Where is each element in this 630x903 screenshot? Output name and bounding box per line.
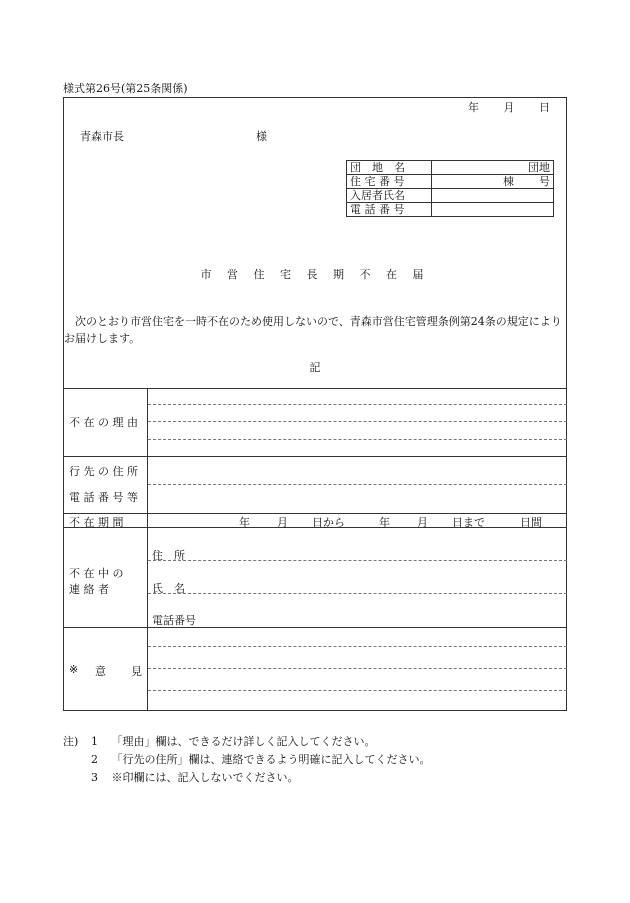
period-year-from: 年 (239, 516, 250, 529)
destination-label: 行 先 の 住 所 (69, 465, 138, 478)
contact-address-input[interactable] (148, 560, 567, 561)
body-text: 次のとおり市営住宅を一時不在のため使用しないので、青森市営住宅管理条例第24条の規定によりお届けします。 (64, 315, 562, 345)
contact-label-line1: 不 在 中 の (69, 567, 124, 580)
reason-input-line[interactable] (148, 421, 567, 422)
house-number-field[interactable] (432, 175, 554, 189)
reason-input-line[interactable] (148, 439, 567, 440)
note-number: 3 (91, 771, 98, 784)
number-unit: 号 (539, 175, 550, 188)
date-year: 年 (468, 101, 479, 114)
period-year-until: 年 (379, 516, 390, 529)
note-text: 「行先の住所」欄は、連絡できるよう明確に記入してください。 (111, 753, 431, 766)
opinion-input-line (148, 646, 567, 647)
notes-prefix: 注) (63, 735, 79, 748)
info-label: 団 地 名 (347, 161, 432, 175)
note-text: 「理由」欄は、できるだけ詳しく記入してください。 (111, 735, 376, 748)
opinion-input-line (148, 690, 567, 691)
contact-name-label: 氏 名 (152, 582, 185, 595)
notes-list (91, 733, 431, 787)
label-column-divider (147, 388, 148, 711)
contact-name-input[interactable] (148, 593, 567, 594)
table-top-line (63, 388, 567, 389)
contact-label-line2: 連 絡 者 (69, 583, 109, 596)
page-title: 市 営 住 宅 長 期 不 在 届 (200, 268, 430, 281)
addressee-honorific: 様 (256, 130, 267, 143)
destination-phone-label: 電 話 番 号 等 (69, 491, 138, 504)
date-line (468, 99, 550, 115)
danchi-field[interactable]: 団地 (432, 161, 554, 175)
period-day-until: 日まで (452, 516, 485, 529)
date-month: 月 (503, 101, 515, 114)
addressee-name: 青森市長 (80, 130, 124, 143)
opinion-input-line (148, 668, 567, 669)
info-label: 電 話 番 号 (347, 203, 432, 217)
reason-input-line[interactable] (148, 404, 567, 405)
building-unit: 棟 (503, 175, 514, 188)
applicant-info-table (346, 160, 554, 217)
note-item (91, 751, 431, 769)
ki-label: 記 (309, 361, 321, 374)
opinion-label-2: 見 (131, 665, 142, 678)
info-row-resident-name (347, 189, 554, 203)
table-line (63, 627, 567, 628)
opinion-mark: ※ (69, 663, 79, 676)
info-row-house-number (347, 175, 554, 189)
period-day-from: 日から (312, 516, 345, 529)
note-item (91, 769, 431, 787)
note-number: 1 (91, 735, 98, 748)
info-row-phone (347, 203, 554, 217)
info-label: 住 宅 番 号 (347, 175, 432, 189)
period-month-until: 月 (417, 516, 428, 529)
period-days: 日間 (520, 516, 542, 529)
table-line (63, 456, 567, 457)
destination-input-line[interactable] (148, 484, 567, 485)
note-number: 2 (91, 753, 98, 766)
period-label: 不 在 期 間 (69, 516, 124, 529)
resident-name-field[interactable] (432, 189, 554, 203)
contact-address-label: 住 所 (152, 549, 185, 562)
form-number: 様式第26号(第25条関係) (63, 82, 188, 95)
date-day: 日 (539, 101, 550, 114)
contact-phone-label: 電話番号 (152, 614, 196, 627)
period-month-from: 月 (277, 516, 288, 529)
info-row-danchi (347, 161, 554, 175)
reason-label: 不 在 の 理 由 (69, 416, 138, 429)
phone-field[interactable] (432, 203, 554, 217)
opinion-label-1: 意 (95, 665, 106, 678)
note-item (91, 733, 431, 751)
note-text: ※印欄には、記入しないでください。 (111, 771, 299, 784)
info-label: 入居者氏名 (347, 189, 432, 203)
